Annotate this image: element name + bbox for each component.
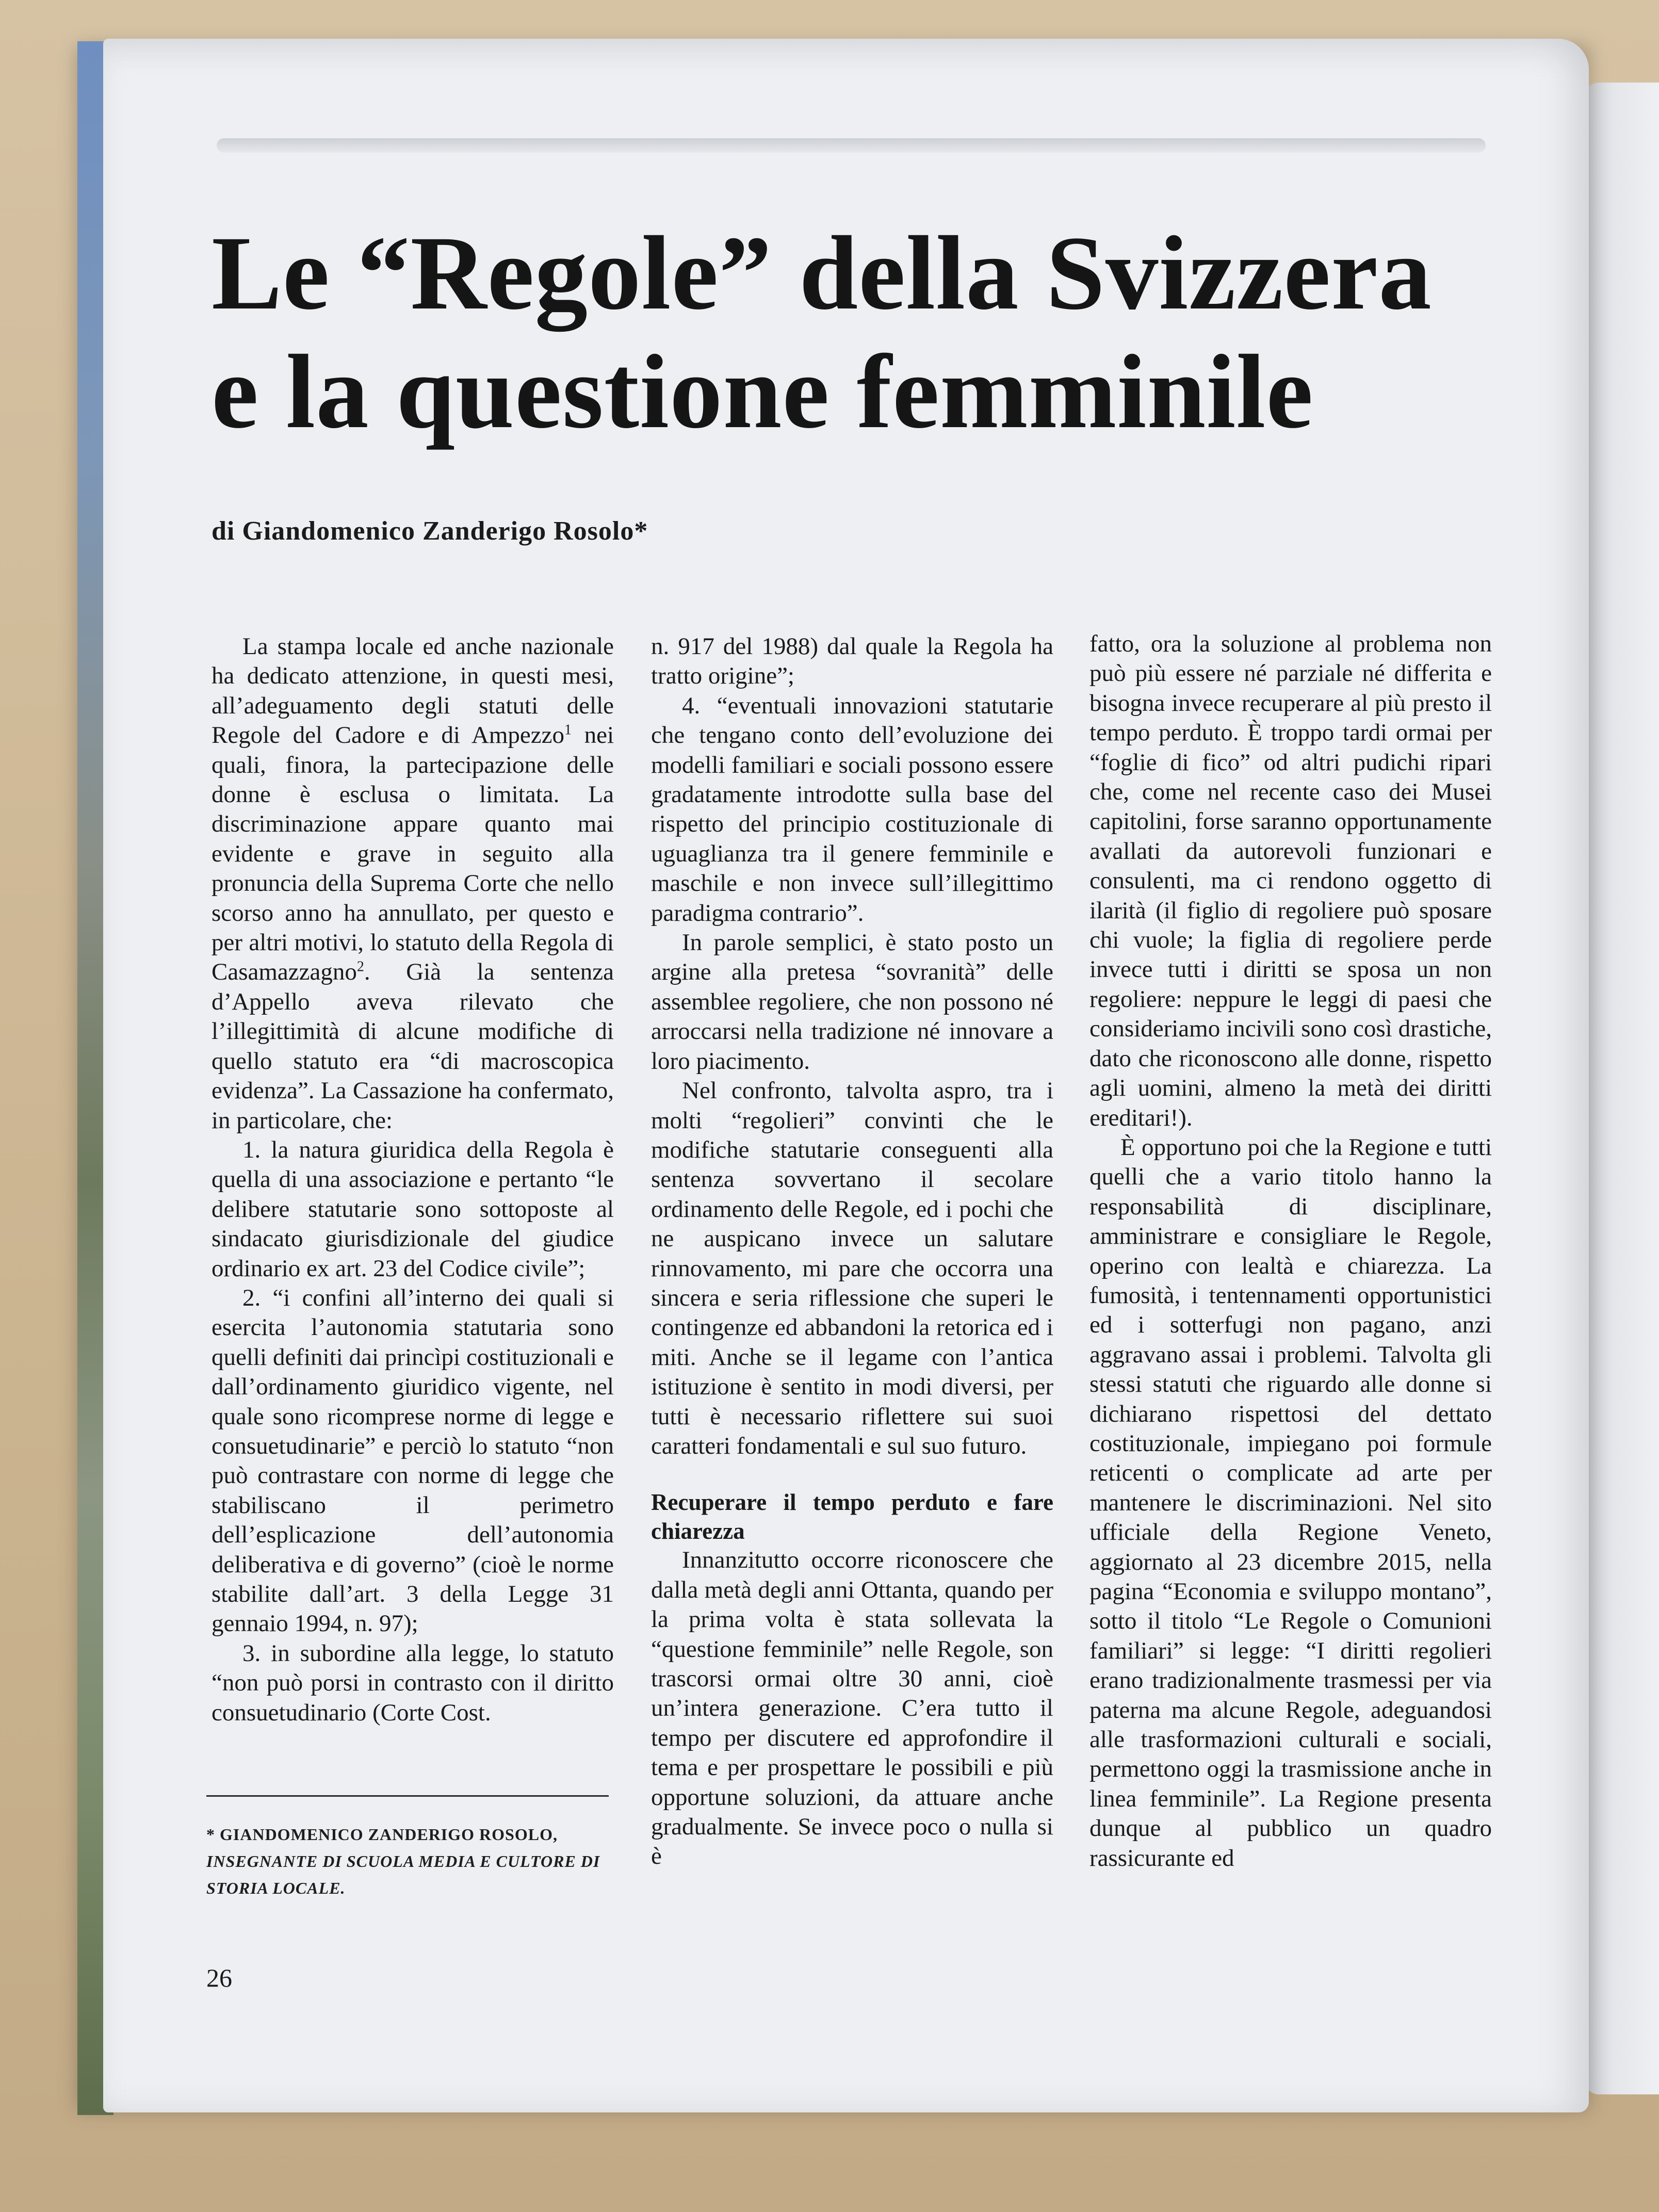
page-number: 26 (206, 1963, 232, 1992)
paragraph: È opportuno poi che la Regione e tutti quelli che a vario titolo hanno la responsabilità di disciplinare, amministrare e consigliare le Regole, operino con lealtà e chiarezza. La fumosità, i tentennamenti opportunistici ed i sotterfugi non pagano, anzi aggravano assai i problemi. Talvolta gli stessi statuti che riguardo alle donne si dichiarano rispettosi del dettato costituzionale, impiegano poi formule reticenti o complicate ad arte per mantenere le discriminazioni. Nel sito ufficiale della Regione Veneto, aggiornato al 23 dicembre 2015, nella pagina “Economia e sviluppo montano”, sotto il titolo “Le Regole o Comunioni familiari” si legge: “I diritti regolieri erano tradizionalmente trasmessi per via paterna ma alcune Regole, adeguandosi alle trasformazioni culturali e sociali, permettono oggi la trasmissione anche in linea femminile”. La Regione presenta dunque al pubblico un quadro rassicurante ed (1089, 1133, 1492, 1872)
paragraph: n. 917 del 1988) dal quale la Regola ha tratto origine”; (651, 633, 1053, 690)
paragraph: Innanzitutto occorre riconoscere che dalla metà degli anni Ottanta, quando per la prima volta è stata sollevata la “questione femminile” nelle Regole, son trascorsi ormai oltre 30 anni, cioè un’intera generazione. C’era tutto il tempo per discutere ed approfondire il tema e per prospettare le possibili e più opportune soluzioni, da attuare anche gradualmente. Se invece poco o nulla si è (651, 1547, 1053, 1870)
list-item: 1. la natura giuridica della Regola è quella di una associazione e pertanto “le delibere statutarie sono sottoposte al sindacato giurisdizionale del giudice ordinario ex art. 23 del Codice civile”; (212, 1136, 614, 1282)
title-line-2: e la questione femminile (212, 333, 1314, 450)
paragraph: In parole semplici, è stato posto un argine alla pretesa “sovranità” delle assemblee regoliere, che non possono né arroccarsi nella tradizione né innovare a loro piacimento. (651, 929, 1053, 1075)
list-item: 2. “i confini all’interno dei quali si esercita l’autonomia statutaria sono quelli definiti dai princìpi costituzionali e dall’ordinamento giuridico vigente, nel quale sono ricomprese norme di legge e consuetudinarie” e perciò lo statuto “non può contrastare con norme di legge che stabiliscano il perimetro dell’esplicazione dell’autonomia deliberativa e di governo” (cioè le norme stabilite dall’art. 3 della Legge 31 gennaio 1994, n. 97); (212, 1284, 614, 1637)
footnote-ref: 2 (356, 958, 364, 975)
section-heading: Recuperare il tempo perduto e fare chiarezza (651, 1489, 1053, 1544)
author-footnote (206, 1821, 619, 1901)
facing-page-edge (1584, 83, 1659, 2094)
list-item: 3. in subordine alla legge, lo statuto “non può porsi in contrasto con il diritto consuetudinario (Corte Cost. (212, 1639, 614, 1726)
footnote-role: INSEGNANTE DI SCUOLA MEDIA E CULTORE DI STORIA LOCALE. (206, 1852, 600, 1897)
footnote-ref: 1 (564, 722, 572, 738)
paragraph: fatto, ora la soluzione al problema non può più essere né parziale né differita e bisogna invece recuperare al più presto il tempo perduto. È troppo tardi ormai per “foglie di fico” od altri pudichi ripari che, come nel recente caso dei Musei capitolini, forse saranno opportunamente avallati da autorevoli funzionari e consulenti, ma ci rendono oggetto di ilarità (il figlio di regoliere può sposare chi vuole; la figlia di regoliere perde invece tutti i diritti se sposa un non regoliere: neppure le leggi di paesi che consideriamo incivili sono così drastiche, dato che riconoscono alle donne, rispetto agli uomini, almeno la metà dei diritti ereditari!). (1089, 630, 1492, 1131)
byline: di Giandomenico Zanderigo Rosolo* (212, 516, 648, 546)
column-1 (212, 632, 614, 1728)
footnote-rule (206, 1795, 609, 1797)
footnote-author: GIANDOMENICO ZANDERIGO ROSOLO, (220, 1825, 558, 1844)
title-line-1: Le “Regole” della Svizzera (212, 215, 1432, 332)
paragraph: La stampa locale ed anche nazionale ha dedicato attenzione, in questi mesi, all’adeguamento degli statuti delle Regole del Cadore e di Ampezzo$^1$ nei quali, finora, la partecipazione delle donne è esclusa o limitata. La discriminazione appare quanto mai evidente e grave in seguito alla pronuncia della Suprema Corte che nello scorso anno ha annullato, per questo e per altri motivi, lo statuto della Regola di Casamazzagno$^2$. Già la sentenza d’Appello aveva rilevato che l’illegittimità di alcune modifiche di quello statuto era “di macroscopica evidenza”. La Cassazione ha confermato, in particolare, che: (212, 633, 614, 1134)
footnote-mark: * (206, 1825, 215, 1844)
column-2 (651, 632, 1053, 1872)
header-rule (217, 138, 1486, 153)
list-item: 4. “eventuali innovazioni statutarie che tengano conto dell’evoluzione dei modelli familiari e sociali possono essere gradatamente introdotte sulla base del rispetto del principio costituzionale di uguaglianza tra il genere femminile e maschile e non invece sull’illegittimo paradigma contrario”. (651, 692, 1053, 926)
column-3 (1089, 629, 1492, 1873)
paragraph: Nel confronto, talvolta aspro, tra i molti “regolieri” convinti che le modifiche statutarie conseguenti alla sentenza sovvertano il secolare ordinamento delle Regole, ed i pochi che ne auspicano invece un salutare rinnovamento, mi pare che occorra una sincera e seria riflessione che superi le contingenze ed abbandoni la retorica ed i miti. Anche se il legame con l’antica istituzione è sentito in modi diversi, per tutti è necessario riflettere sui suoi caratteri fondamentali e sul suo futuro. (651, 1077, 1053, 1459)
article-title (212, 214, 1475, 451)
